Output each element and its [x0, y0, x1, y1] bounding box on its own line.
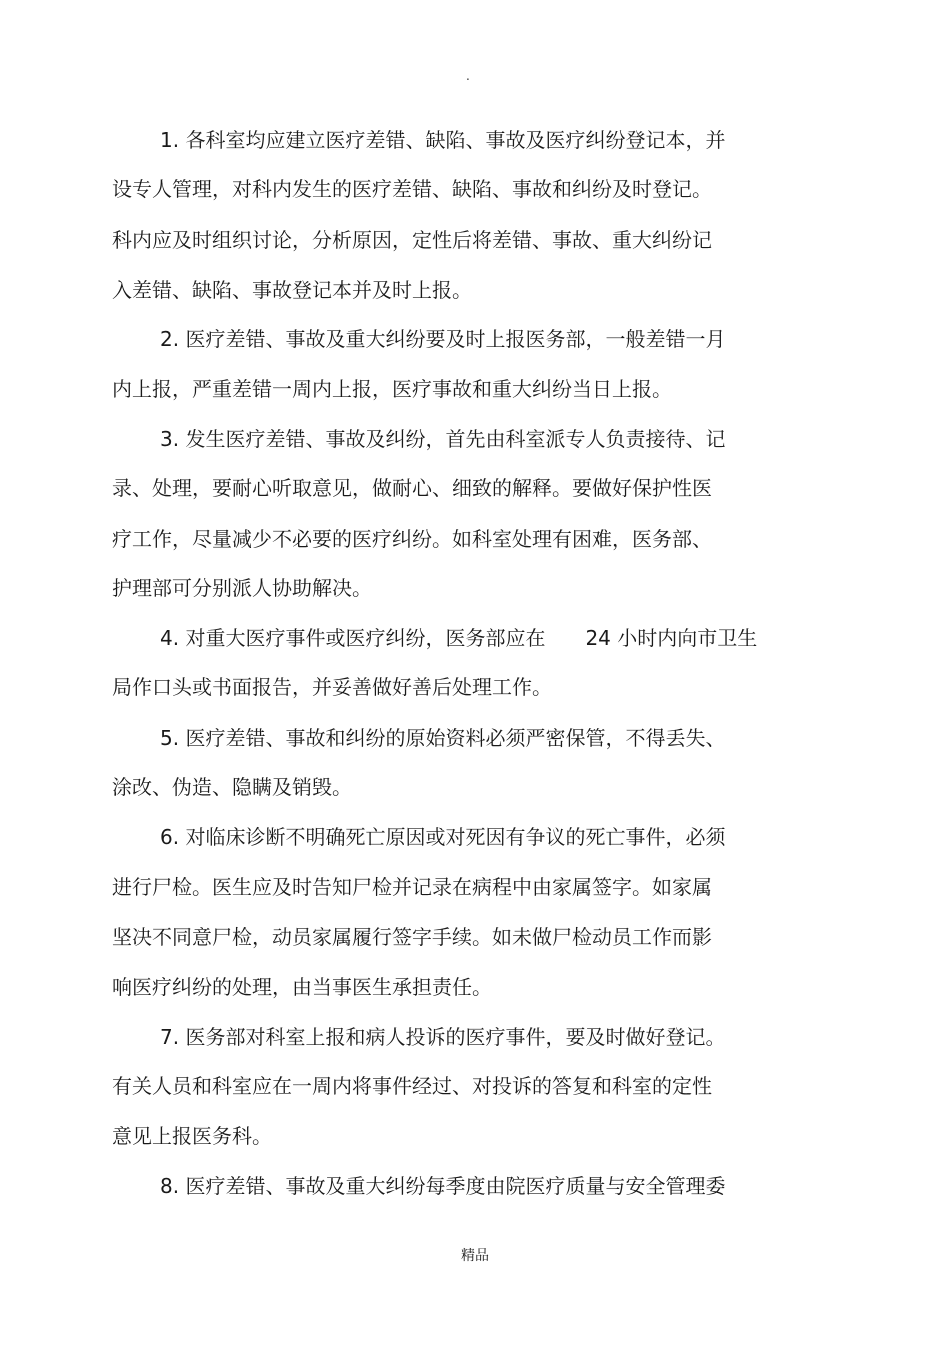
header-mark: . — [466, 69, 470, 83]
text-line: 7. 医务部对科室上报和病人投诉的医疗事件，要及时做好登记。 — [160, 1025, 726, 1049]
text-line: 内上报，严重差错一周内上报，医疗事故和重大纠纷当日上报。 — [112, 377, 672, 401]
text-line: 护理部可分别派人协助解决。 — [112, 576, 372, 600]
text-line: 坚决不同意尸检，动员家属履行签字手续。如未做尸检动员工作而影 — [112, 925, 712, 949]
text-line: 入差错、缺陷、事故登记本并及时上报。 — [112, 278, 472, 302]
text-line: 局作口头或书面报告，并妥善做好善后处理工作。 — [112, 675, 552, 699]
text-line: 设专人管理，对科内发生的医疗差错、缺陷、事故和纠纷及时登记。 — [112, 177, 712, 201]
text-line: 科内应及时组织讨论，分析原因，定性后将差错、事故、重大纠纷记 — [112, 228, 712, 252]
footer-label: 精品 — [461, 1248, 489, 1264]
text-line: 5. 医疗差错、事故和纠纷的原始资料必须严密保管，不得丢失、 — [160, 726, 726, 750]
text-line: 意见上报医务科。 — [112, 1124, 272, 1148]
text-line: 有关人员和科室应在一周内将事件经过、对投诉的答复和科室的定性 — [112, 1074, 712, 1098]
text-line: 2. 医疗差错、事故及重大纠纷要及时上报医务部，一般差错一月 — [160, 327, 726, 351]
text-line: 响医疗纠纷的处理，由当事医生承担责任。 — [112, 975, 492, 999]
text-line: 6. 对临床诊断不明确死亡原因或对死因有争议的死亡事件，必须 — [160, 825, 726, 849]
text-line: 3. 发生医疗差错、事故及纠纷，首先由科室派专人负责接待、记 — [160, 427, 726, 451]
text-line: 录、处理，要耐心听取意见，做耐心、细致的解释。要做好保护性医 — [112, 476, 712, 500]
text-line: 4. 对重大医疗事件或医疗纠纷，医务部应在 24 小时内向市卫生 — [160, 626, 758, 650]
text-line: 涂改、伪造、隐瞒及销毁。 — [112, 775, 352, 799]
text-line: 8. 医疗差错、事故及重大纠纷每季度由院医疗质量与安全管理委 — [160, 1174, 726, 1198]
text-line: 进行尸检。医生应及时告知尸检并记录在病程中由家属签字。如家属 — [112, 875, 712, 899]
text-line: 1. 各科室均应建立医疗差错、缺陷、事故及医疗纠纷登记本，并 — [160, 128, 726, 152]
text-line: 疗工作，尽量减少不必要的医疗纠纷。如科室处理有困难，医务部、 — [112, 527, 712, 551]
